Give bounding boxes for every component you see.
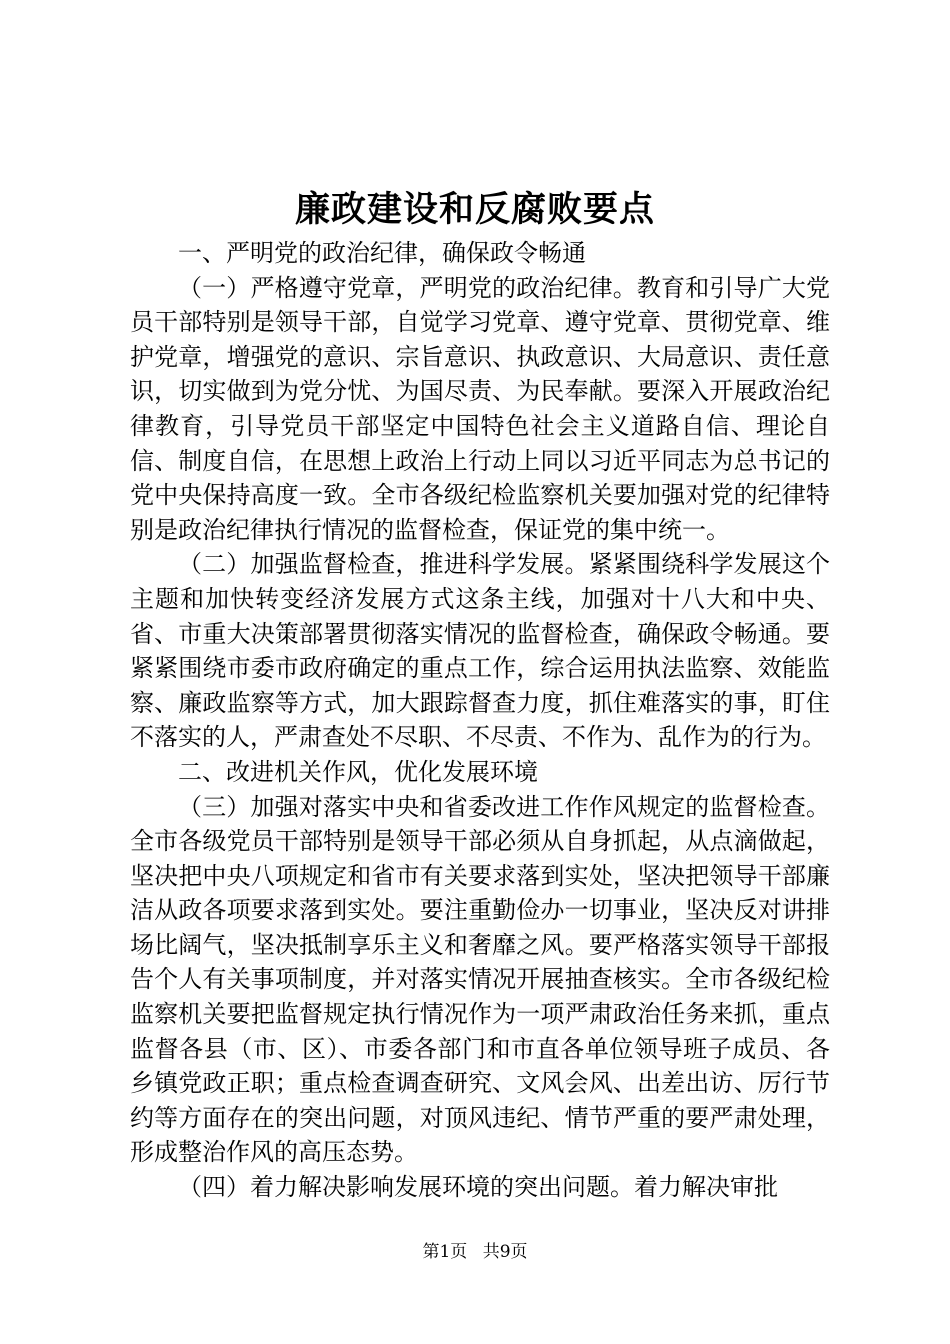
paragraph: （二）加强监督检查，推进科学发展。紧紧围绕科学发展这个主题和加快转变经济发展方式这条主线，加强对十八大和中央、省、市重大决策部署贯彻落实情况的监督检查，确保政令畅通。要紧紧围绕市委市政府确定的重点工作，综合运用执法监察、效能监察、廉政监察等方式，加大跟踪督查力度，抓住难落实的事，盯住不落实的人，严肃查处不尽职、不尽责、不作为、乱作为的行为。	[130, 550, 830, 752]
document-body	[130, 236, 830, 1205]
section-heading: 二、改进机关作风，优化发展环境	[178, 757, 538, 786]
page-footer	[0, 1240, 950, 1264]
document-title: 廉政建设和反腐败要点	[294, 189, 655, 230]
page-total: 共9页	[482, 1242, 528, 1262]
section-heading: 一、严明党的政治纪律，确保政令畅通	[178, 239, 586, 267]
paragraph: （三）加强对落实中央和省委改进工作作风规定的监督检查。全市各级党员干部特别是领导干部必须从自身抓起，从点滴做起，坚决把中央八项规定和省市有关要求落到实处，坚决把领导干部廉洁从政各项要求落到实处。要注重勤俭办一切事业，坚决反对讲排场比阔气，坚决抵制享乐主义和奢靡之风。要严格落实领导干部报告个人有关事项制度，并对落实情况开展抽查核实。全市各级纪检监察机关要把监督规定执行情况作为一项严肃政治任务来抓，重点监督各县（市、区）、市委各部门和市直各单位领导班子成员、各乡镇党政正职；重点检查调查研究、文风会风、出差出访、厉行节约等方面存在的突出问题，对顶风违纪、情节严重的要严肃处理，形成整治作风的高压态势。	[130, 792, 830, 1167]
page-number: 第1页	[422, 1242, 468, 1262]
paragraph: （四）着力解决影响发展环境的突出问题。着力解决审批	[178, 1173, 778, 1202]
paragraph: （一）严格遵守党章，严明党的政治纪律。教育和引导广大党员干部特别是领导干部，自觉学习党章、遵守党章、贯彻党章、维护党章，增强党的意识、宗旨意识、执政意识、大局意识、责任意识，切实做到为党分忧、为国尽责、为民奉献。要深入开展政治纪律教育，引导党员干部坚定中国特色社会主义道路自信、理论自信、制度自信，在思想上政治上行动上同以习近平同志为总书记的党中央保持高度一致。全市各级纪检监察机关要加强对党的纪律特别是政治纪律执行情况的监督检查，保证党的集中统一。	[130, 273, 830, 544]
